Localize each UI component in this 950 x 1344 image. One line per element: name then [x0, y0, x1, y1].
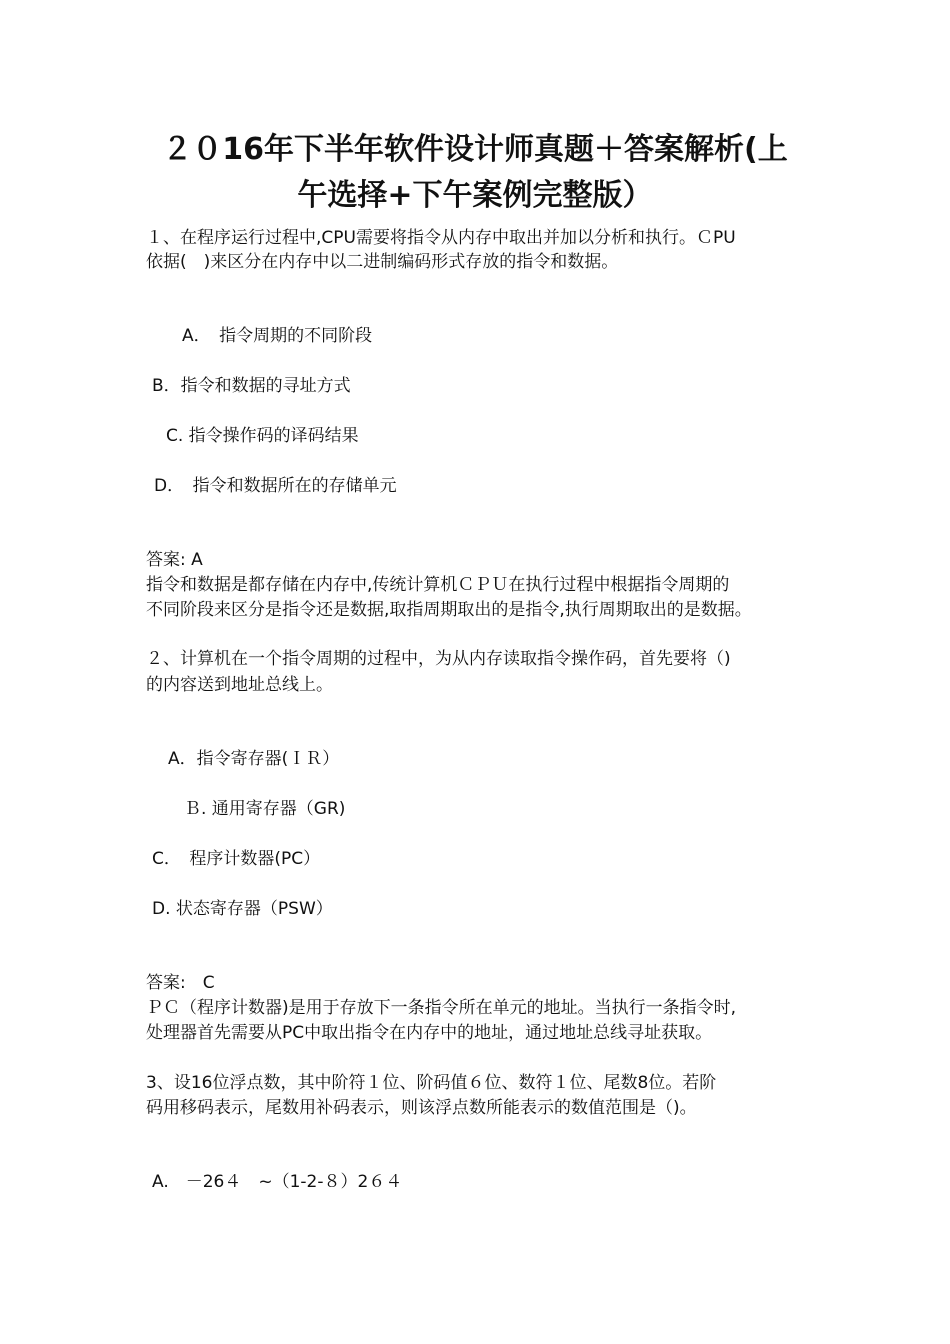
- q2-option-d: D. 状态寄存器（PSW）: [152, 899, 333, 919]
- q2-explanation-line-1: ＰＣ（程序计数器)是用于存放下一条指令所在单元的地址。当执行一条指令时,: [146, 998, 737, 1018]
- document-title-line-2: 午选择+下午案例完整版）: [297, 178, 653, 213]
- q1-option-d: D． 指令和数据所在的存储单元: [154, 476, 397, 496]
- document-title-line-1: ２０16年下半年软件设计师真题＋答案解析(上: [162, 132, 788, 167]
- q1-option-a: A． 指令周期的不同阶段: [182, 326, 373, 346]
- q1-explanation-line-2: 不同阶段来区分是指令还是数据,取指周期取出的是指令,执行周期取出的是数据。: [146, 600, 752, 620]
- q3-option-a: A. －26４ ~（1-2-８）2６４: [152, 1172, 403, 1192]
- q2-stem-line-2: 的内容送到地址总线上。: [146, 675, 333, 695]
- q1-option-c: C. 指令操作码的译码结果: [166, 426, 359, 446]
- q2-stem-line-1: ２、计算机在一个指令周期的过程中，为从内存读取指令操作码，首先要将（): [146, 649, 731, 669]
- q3-stem-line-2: 码用移码表示，尾数用补码表示，则该浮点数所能表示的数值范围是（)。: [146, 1098, 697, 1118]
- q1-answer: 答案: A: [146, 550, 203, 570]
- q3-stem-line-1: 3、设16位浮点数，其中阶符１位、阶码值６位、数符１位、尾数8位。若阶: [146, 1073, 717, 1093]
- q2-option-b: Ｂ. 通用寄存器（GR): [184, 799, 346, 819]
- q2-explanation-line-2: 处理器首先需要从PC中取出指令在内存中的地址，通过地址总线寻址获取。: [146, 1023, 713, 1043]
- q2-option-a: A．指令寄存器(ＩＲ）: [168, 749, 340, 769]
- q1-explanation-line-1: 指令和数据是都存储在内存中,传统计算机ＣＰＵ在执行过程中根据指令周期的: [146, 575, 730, 595]
- q1-stem-line-2: 依据( )来区分在内存中以二进制编码形式存放的指令和数据。: [146, 252, 619, 272]
- q2-answer: 答案: C: [146, 973, 215, 993]
- q1-option-b: B．指令和数据的寻址方式: [152, 376, 351, 396]
- q2-option-c: C． 程序计数器(PC）: [152, 849, 321, 869]
- q1-stem-line-1: １、在程序运行过程中,CPU需要将指令从内存中取出并加以分析和执行。ＣPU: [146, 228, 736, 248]
